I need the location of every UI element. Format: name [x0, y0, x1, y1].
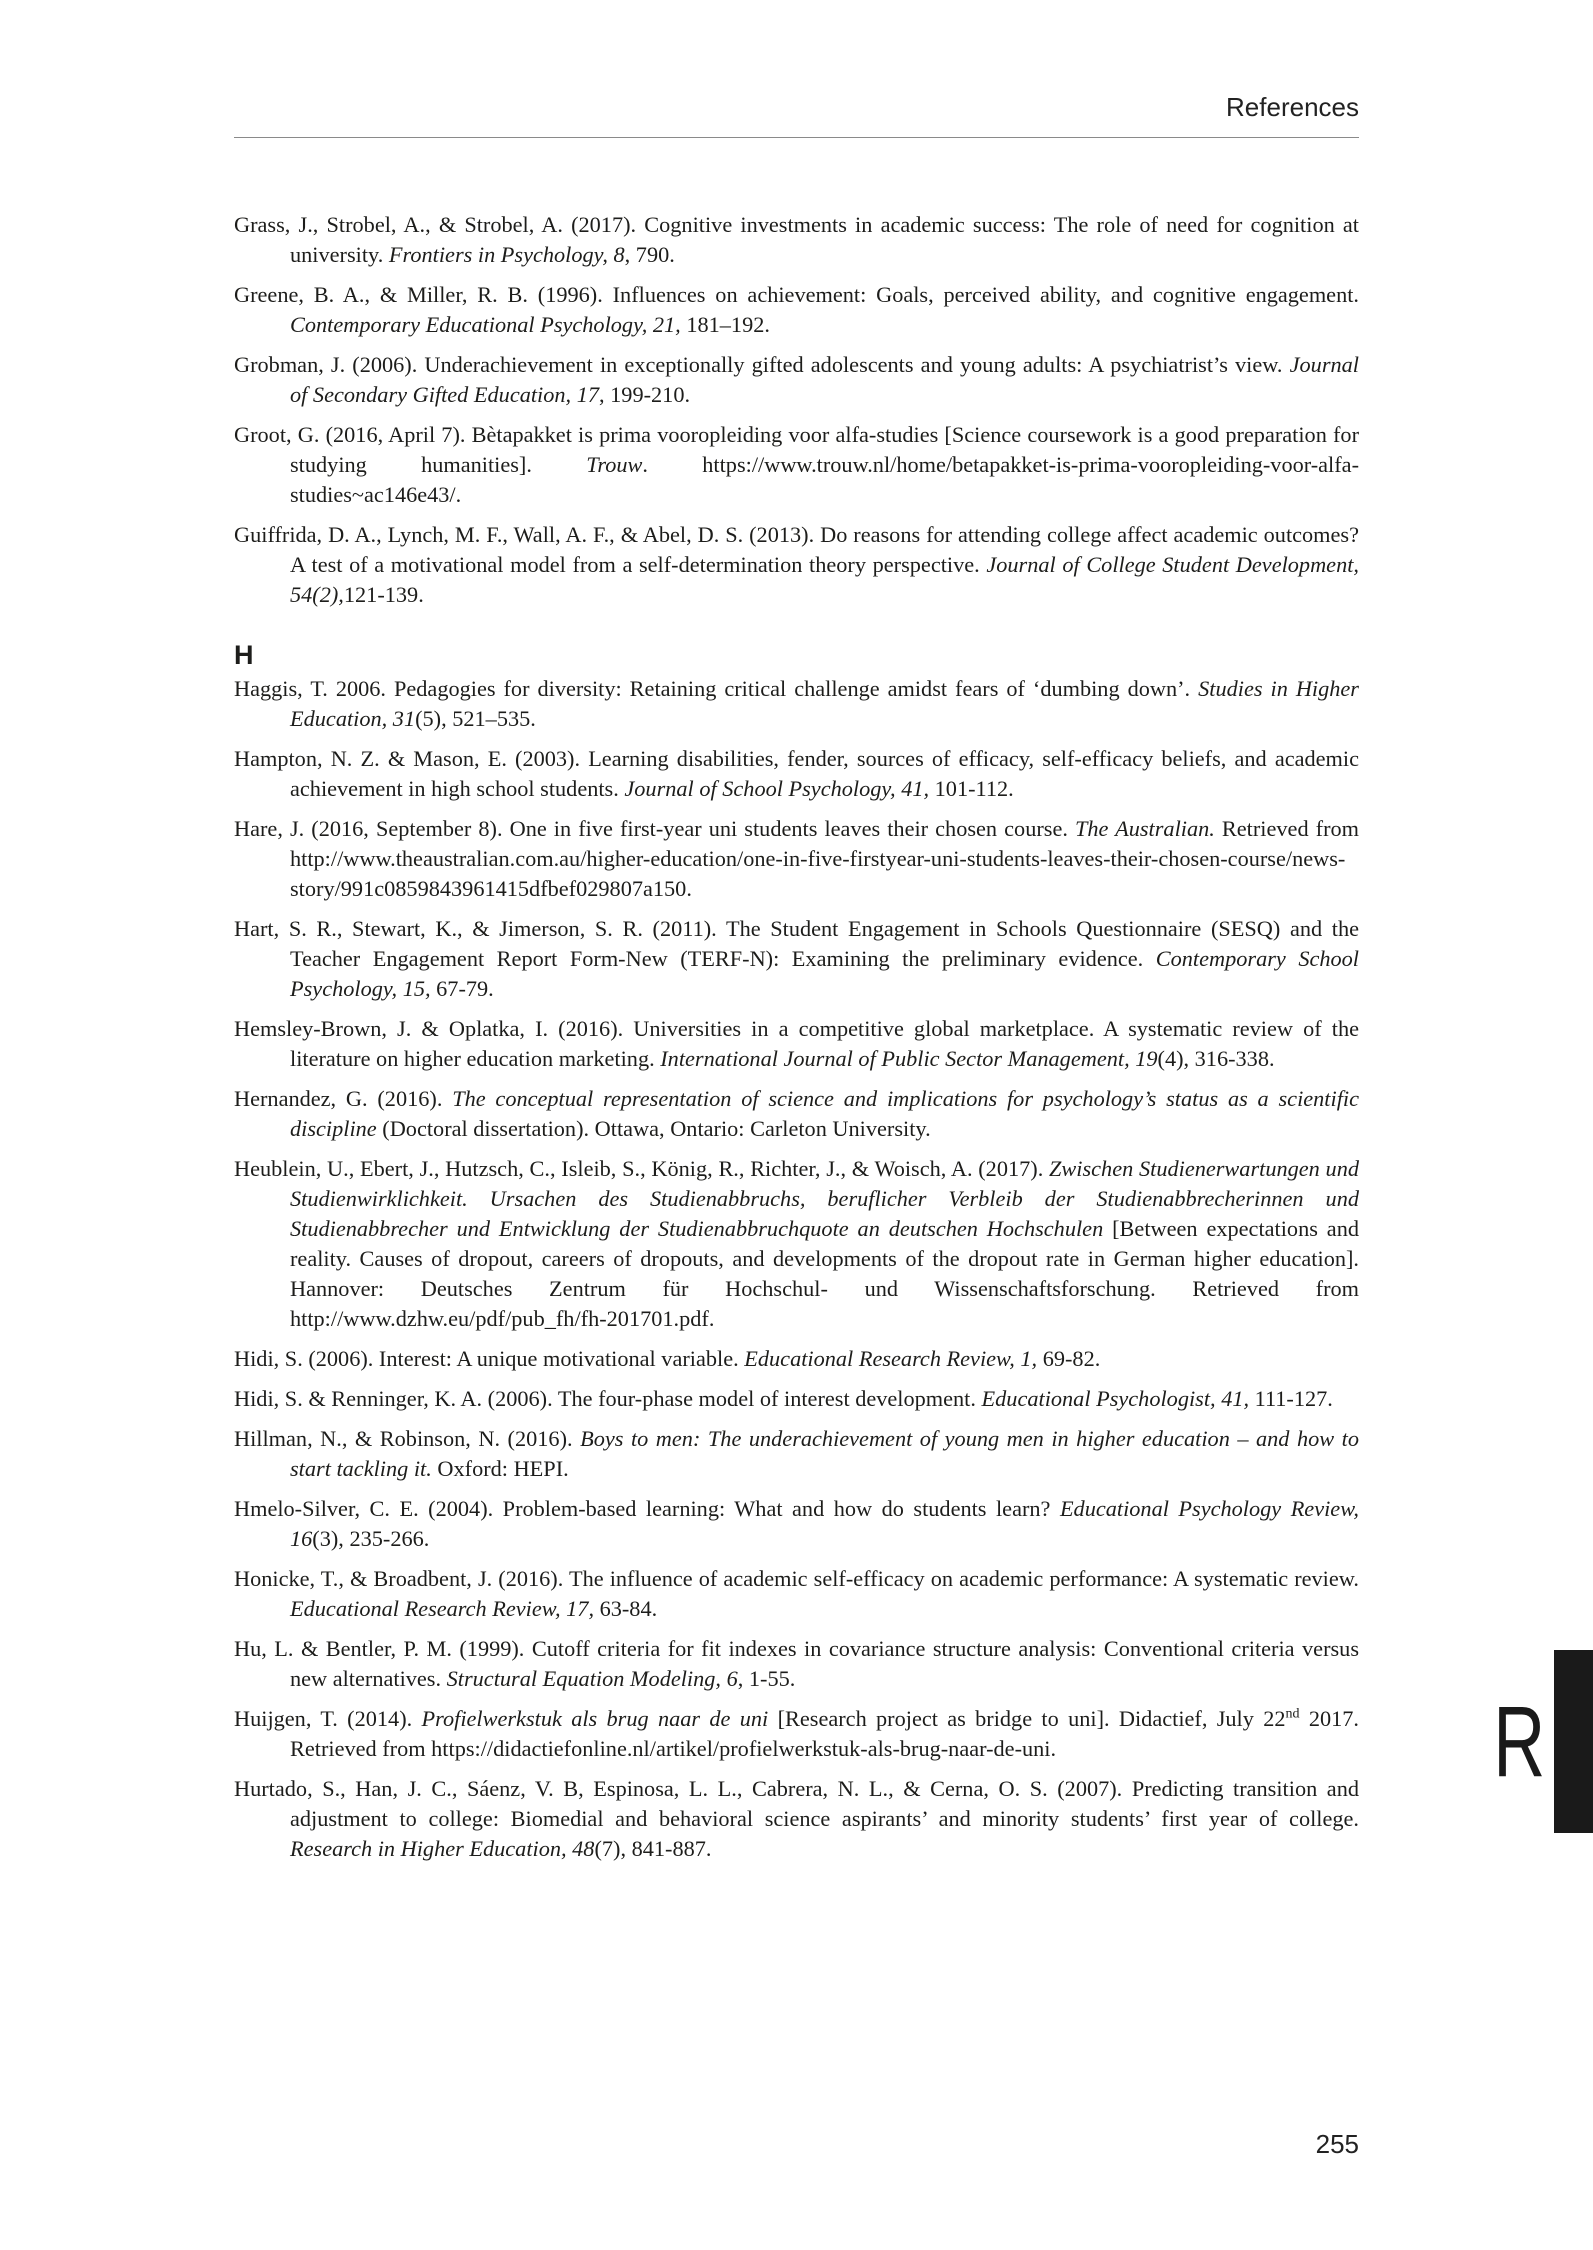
reference-entry: Hidi, S. & Renninger, K. A. (2006). The four-phase model of interest development. Educational Psychologist, 41, 111-127.	[234, 1386, 1333, 1411]
reference-entry: Hurtado, S., Han, J. C., Sáenz, V. B, Espinosa, L. L., Cabrera, N. L., & Cerna, O. S. (2007). Predicting transition and adjustment to college: Biomedial and behavioral science aspirants’ and minority students’ first year of college. Research in Higher Education, 48(7), 841-887.	[234, 1776, 1359, 1861]
reference-entry: Hernandez, G. (2016). The conceptual representation of science and implications for psychology’s status as a scientific discipline (Doctoral dissertation). Ottawa, Ontario: Carleton University.	[234, 1086, 1359, 1141]
header-rule	[234, 137, 1359, 138]
reference-entry: Hmelo-Silver, C. E. (2004). Problem-based learning: What and how do students learn? Educational Psychology Review, 16(3), 235-266.	[234, 1496, 1359, 1551]
reference-entry: Hampton, N. Z. & Mason, E. (2003). Learning disabilities, fender, sources of efficacy, self-efficacy beliefs, and academic achievement in high school students. Journal of School Psychology, 41, 101-112.	[234, 746, 1359, 801]
running-header-title: References	[1226, 92, 1359, 122]
reference-entry: Groot, G. (2016, April 7). Bètapakket is prima vooropleiding voor alfa-studies [Science coursework is a good preparation for studying humanities]. Trouw. https://www.trouw.nl/home/betapakket-is-prima-vooropleiding-voor-alfa-studies~ac146e43/.	[234, 422, 1359, 507]
section-heading-h: H	[234, 640, 254, 670]
references-content	[234, 210, 1359, 1874]
side-tab-letter: R	[1493, 1686, 1545, 1798]
reference-entry: Guiffrida, D. A., Lynch, M. F., Wall, A. F., & Abel, D. S. (2013). Do reasons for attending college affect academic outcomes? A test of a motivational model from a self-determination theory perspective. Journal of College Student Development, 54(2),121-139.	[234, 522, 1359, 607]
reference-entry: Greene, B. A., & Miller, R. B. (1996). Influences on achievement: Goals, perceived ability, and cognitive engagement. Contemporary Educational Psychology, 21, 181–192.	[234, 282, 1359, 337]
reference-entry: Honicke, T., & Broadbent, J. (2016). The influence of academic self-efficacy on academic performance: A systematic review. Educational Research Review, 17, 63-84.	[234, 1566, 1359, 1621]
reference-entry: Grass, J., Strobel, A., & Strobel, A. (2017). Cognitive investments in academic success: The role of need for cognition at university. Frontiers in Psychology, 8, 790.	[234, 212, 1359, 267]
reference-entry: Hidi, S. (2006). Interest: A unique motivational variable. Educational Research Review, 1, 69-82.	[234, 1346, 1101, 1371]
reference-entry: Hu, L. & Bentler, P. M. (1999). Cutoff criteria for fit indexes in covariance structure analysis: Conventional criteria versus new alternatives. Structural Equation Modeling, 6, 1-55.	[234, 1636, 1359, 1691]
page-number: 255	[1315, 2129, 1359, 2159]
reference-entry: Hillman, N., & Robinson, N. (2016). Boys to men: The underachievement of young men in higher education – and how to start tackling it. Oxford: HEPI.	[234, 1426, 1359, 1481]
reference-entry: Heublein, U., Ebert, J., Hutzsch, C., Isleib, S., König, R., Richter, J., & Woisch, A. (2017). Zwischen Studienerwartungen und Studienwirklichkeit. Ursachen des Studienabbruchs, beruflicher Verbleib der Studienabbrecherinnen und Studienabbrecher und Entwicklung der Studienabbruchquote an deutschen Hochschulen [Between expectations and reality. Causes of dropout, careers of dropouts, and developments of the dropout rate in German higher education]. Hannover: Deutsches Zentrum für Hochschul- und Wissenschaftsforschung. Retrieved from http://www.dzhw.eu/pdf/pub_fh/fh-201701.pdf.	[234, 1156, 1359, 1331]
reference-entry: Huijgen, T. (2014). Profielwerkstuk als brug naar de uni [Research project as bridge to uni]. Didactief, July 22nd 2017. Retrieved from https://didactiefonline.nl/artikel/profielwerkstuk-als-brug-naar-de-uni.	[234, 1706, 1359, 1761]
reference-entry: Hemsley-Brown, J. & Oplatka, I. (2016). Universities in a competitive global marketplace. A systematic review of the literature on higher education marketing. International Journal of Public Sector Management, 19(4), 316-338.	[234, 1016, 1359, 1071]
reference-entry: Hare, J. (2016, September 8). One in five first-year uni students leaves their chosen course. The Australian. Retrieved from http://www.theaustralian.com.au/higher-education/one-in-five-firstyear-uni-students-leaves-their-chosen-course/news-story/991c0859843961415dfbef029807a150.	[234, 816, 1359, 901]
reference-entry: Haggis, T. 2006. Pedagogies for diversity: Retaining critical challenge amidst fears of ‘dumbing down’. Studies in Higher Education, 31(5), 521–535.	[234, 676, 1359, 731]
reference-entry: Grobman, J. (2006). Underachievement in exceptionally gifted adolescents and young adults: A psychiatrist’s view. Journal of Secondary Gifted Education, 17, 199-210.	[234, 352, 1359, 407]
reference-entry: Hart, S. R., Stewart, K., & Jimerson, S. R. (2011). The Student Engagement in Schools Questionnaire (SESQ) and the Teacher Engagement Report Form-New (TERF-N): Examining the preliminary evidence. Contemporary School Psychology, 15, 67-79.	[234, 916, 1359, 1001]
side-tab-marker	[1554, 1650, 1593, 1833]
